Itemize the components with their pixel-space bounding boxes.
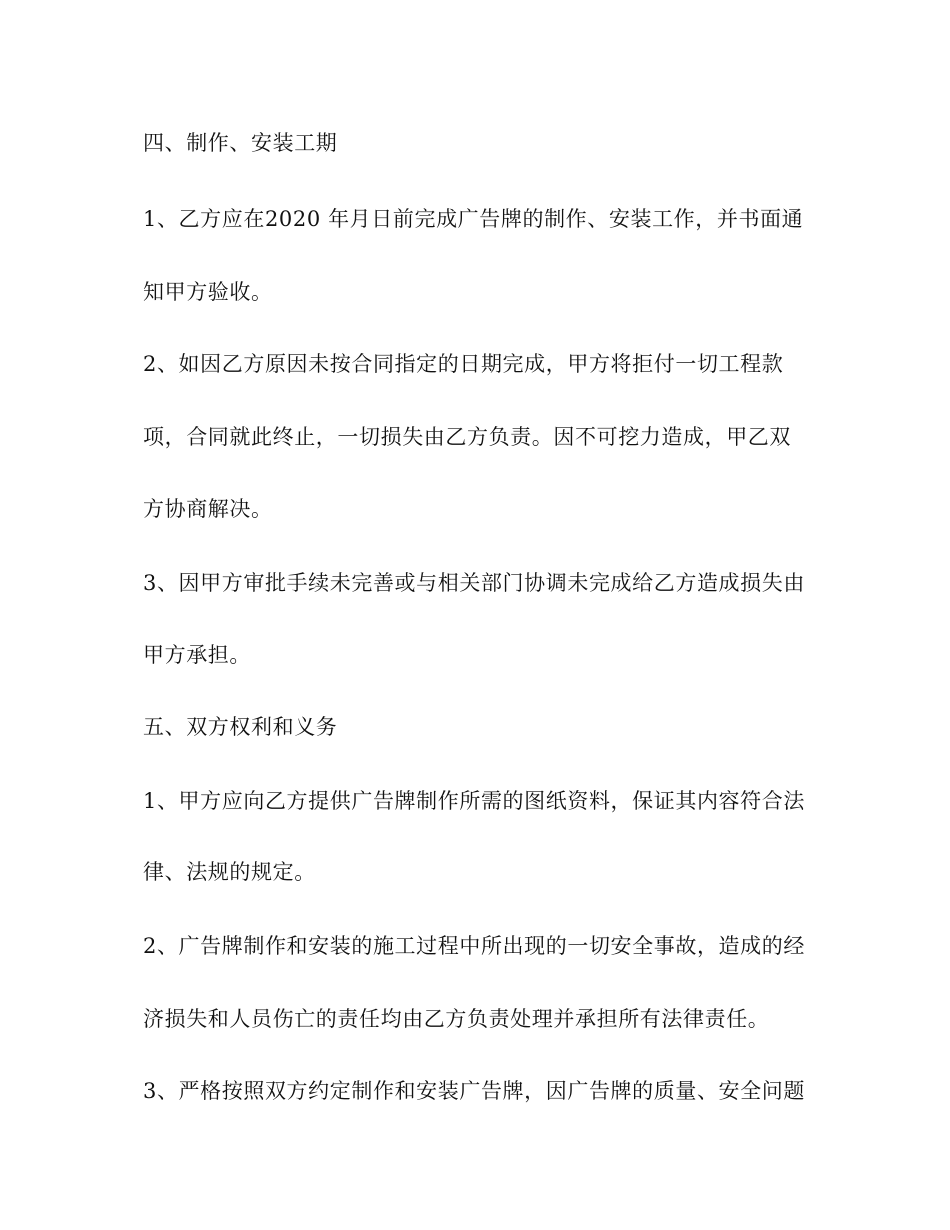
paragraph-line: 2、广告牌制作和安装的施工过程中所出现的一切安全事故，造成的经 [143,934,805,958]
paragraph-line: 2、如因乙方原因未按合同指定的日期完成，甲方将拒付一切工程款 [143,352,784,376]
paragraph-line: 项，合同就此终止，一切损失由乙方负责。因不可挖力造成，甲乙双 [143,425,791,449]
paragraph-line: 方协商解决。 [143,497,273,521]
paragraph-line: 1、乙方应在2020 年月日前完成广告牌的制作、安装工作，并书面通 [143,207,804,231]
paragraph-line: 1、甲方应向乙方提供广告牌制作所需的图纸资料，保证其内容符合法 [143,789,805,813]
paragraph-line: 3、因甲方审批手续未完善或与相关部门协调未完成给乙方造成损失由 [143,571,805,595]
paragraph-line: 3、严格按照双方约定制作和安装广告牌，因广告牌的质量、安全问题 [143,1079,805,1103]
paragraph-line: 律、法规的规定。 [143,860,316,884]
section-heading-construction-period: 四、制作、安装工期 [143,131,338,155]
section-heading-rights-obligations: 五、双方权利和义务 [143,715,338,739]
paragraph-line: 甲方承担。 [143,643,251,667]
paragraph-line: 知甲方验收。 [143,280,273,304]
paragraph-line: 济损失和人员伤亡的责任均由乙方负责处理并承担所有法律责任。 [143,1007,770,1031]
